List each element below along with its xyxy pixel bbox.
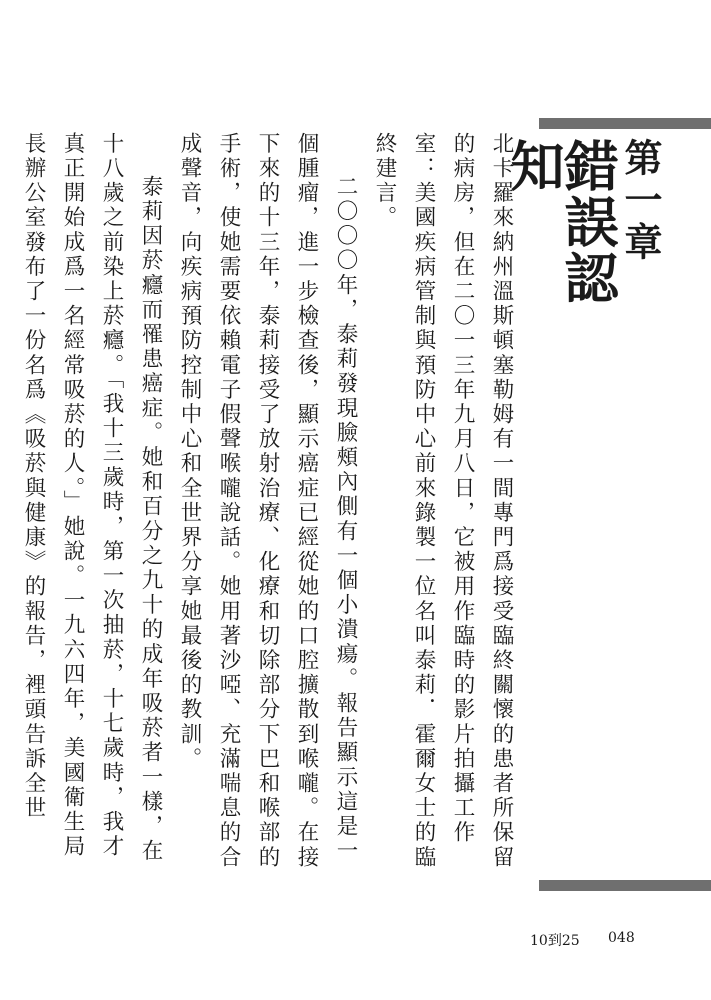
chapter-title: 錯誤認知 xyxy=(502,138,620,306)
paragraph-3: 泰莉因菸癮而罹患癌症。她和百分之九十的成年吸菸者一樣，在十八歲之前染上菸癮。「我十三歲時，第一次抽菸，十七歲時，我才真正開始成爲一名經常吸菸的人。」她說。一九六四年，美國衛生局長辦公室發布了一份名爲《吸菸與健康》的報告，裡頭告訴全世 xyxy=(21,132,163,864)
chapter-number: 第一章 xyxy=(618,138,663,264)
page-footer xyxy=(0,930,711,950)
chapter-heading xyxy=(502,138,663,338)
paragraph-2: 二〇〇〇年，泰莉發現臉頰內側有一個小潰瘍。報告顯示這是一個腫瘤，進一步檢查後，顯示癌症已經從她的口腔擴散到喉嚨。在接下來的十三年，泰莉接受了放射治療、化療和切除部分下巴和喉部的手術，使她需要依賴電子假聲喉嚨說話。她用著沙啞、充滿喘息的合成聲音，向疾病預防控制中心和全世界分享她最後的教訓。 xyxy=(177,132,358,870)
bottom-decorative-rule xyxy=(539,880,711,891)
top-decorative-rule xyxy=(539,118,711,129)
paragraph-1: 北卡羅來納州溫斯頓塞勒姆有一間專門爲接受臨終關懷的患者所保留的病房，但在二〇一三年九月八日，它被用作臨時的影片拍攝工作室：美國疾病管制與預防中心前來錄製一位名叫泰莉．霍爾女士的臨終建言。 xyxy=(372,132,514,870)
body-text xyxy=(21,132,521,872)
page-number: 048 xyxy=(608,930,635,946)
running-book-title: 10到25 xyxy=(530,933,580,949)
